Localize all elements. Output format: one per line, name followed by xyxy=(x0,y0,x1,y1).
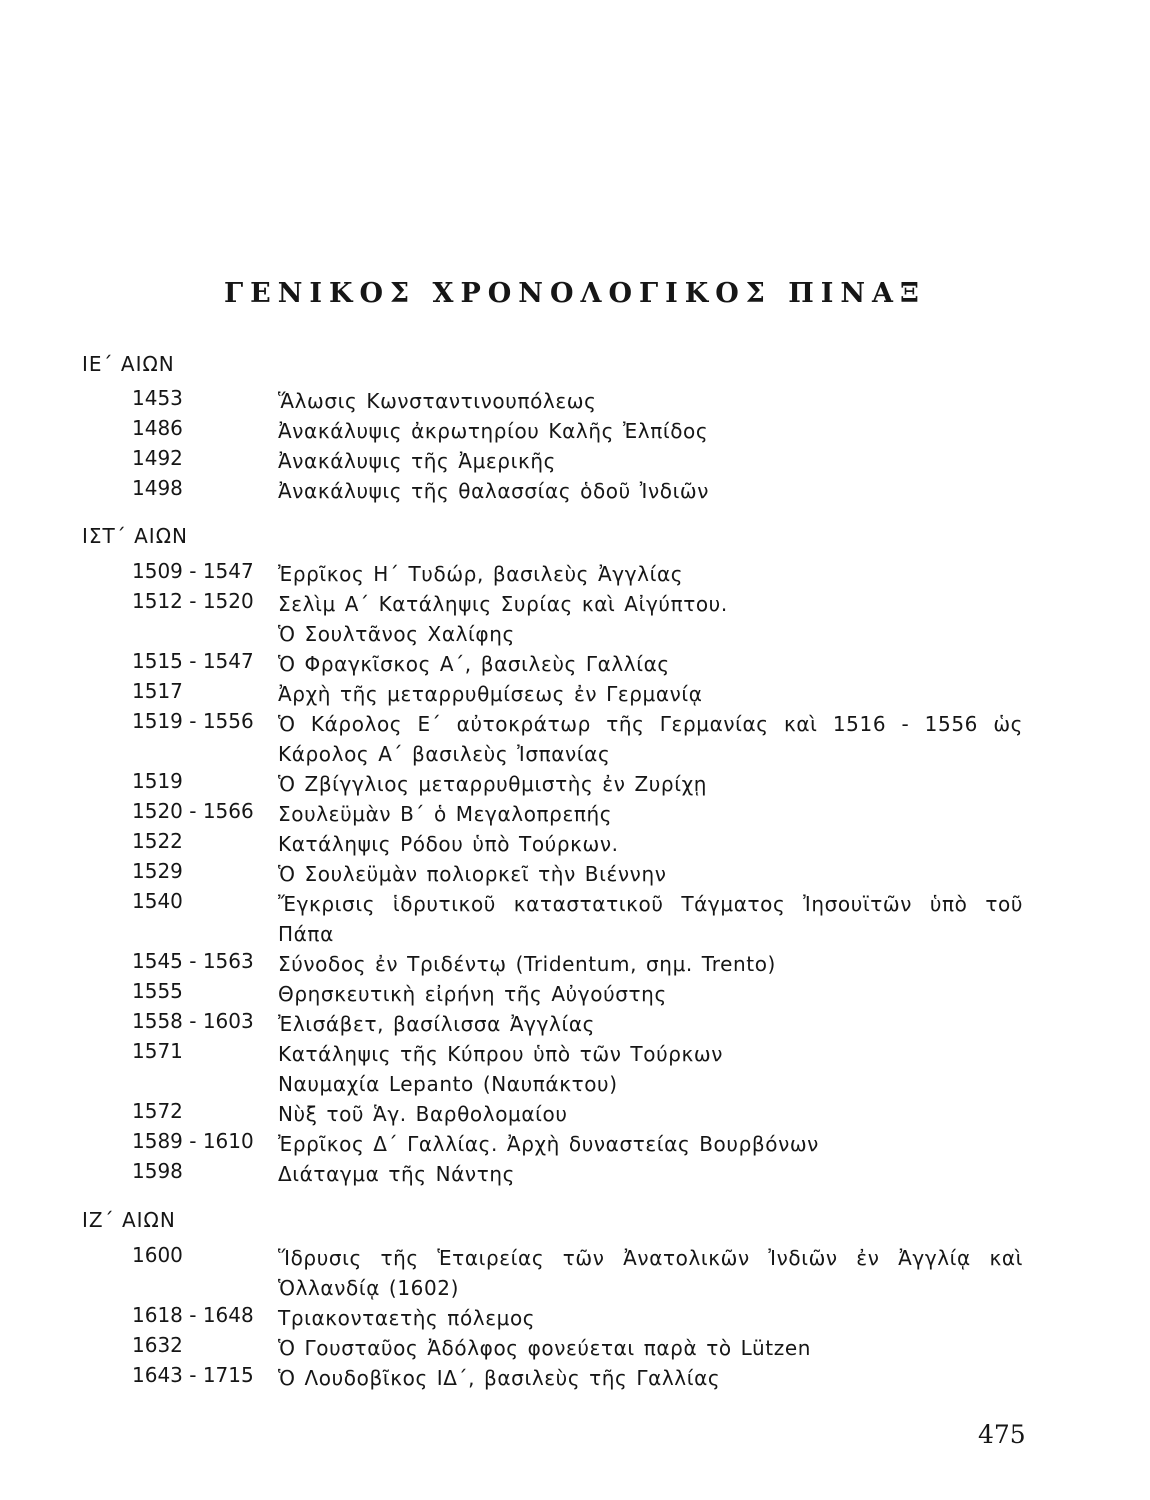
entry-text: Νὺξ τοῦ Ἁγ. Βαρθολομαίου xyxy=(278,1102,568,1126)
entry-date: 1589 - 1610 xyxy=(132,1129,254,1153)
entry-date: 1545 - 1563 xyxy=(132,949,254,973)
entry-date: 1519 - 1556 xyxy=(132,709,254,733)
entry-date: 1492 xyxy=(132,446,183,470)
entry-text: Ὁ Φραγκῖσκος Α΄, βασιλεὺς Γαλλίας xyxy=(278,652,670,676)
entry-date: 1486 xyxy=(132,416,183,440)
entry-text: Ἀνακάλυψις ἀκρωτηρίου Καλῆς Ἐλπίδος xyxy=(278,419,709,443)
page-number: 475 xyxy=(978,1420,1026,1449)
entry-text: Ναυμαχία Lepanto (Ναυπάκτου) xyxy=(278,1072,618,1096)
entry-date: 1515 - 1547 xyxy=(132,649,254,673)
century-heading: ΙΖ΄ ΑΙΩΝ xyxy=(82,1208,176,1232)
entry-date: 1453 xyxy=(132,386,183,410)
entry-text: Ὁ Ζβίγγλιος μεταρρυθμιστὴς ἐν Ζυρίχῃ xyxy=(278,772,708,796)
entry-date: 1598 xyxy=(132,1159,183,1183)
entry-date: 1632 xyxy=(132,1333,183,1357)
entry-text: Ἔγκρισις ἱδρυτικοῦ καταστατικοῦ Τάγματος Ἰησουϊτῶν ὑπὸ τοῦ Πάπα xyxy=(278,892,1023,946)
entry-text: Ἵδρυσις τῆς Ἑταιρείας τῶν Ἀνατολικῶν Ἰνδιῶν ἐν Ἀγγλίᾳ καὶ Ὁλλανδίᾳ (1602) xyxy=(278,1246,1023,1300)
century-heading: ΙΕ΄ ΑΙΩΝ xyxy=(82,352,175,376)
entry-date: 1529 xyxy=(132,859,183,883)
entry-text: Ἀνακάλυψις τῆς θαλασσίας ὁδοῦ Ἰνδιῶν xyxy=(278,479,710,503)
entry-text: Διάταγμα τῆς Νάντης xyxy=(278,1162,515,1186)
entry-text: Σύνοδος ἐν Τριδέντῳ (Tridentum, σημ. Trento) xyxy=(278,952,776,976)
entry-text: Κατάληψις τῆς Κύπρου ὑπὸ τῶν Τούρκων xyxy=(278,1042,724,1066)
entry-text: Ὁ Κάρολος Ε΄ αὐτοκράτωρ τῆς Γερμανίας καὶ 1516 - 1556 ὡς Κάρολος Α΄ βασιλεὺς Ἰσπανίας xyxy=(278,712,1023,766)
entry-text: Ἐλισάβετ, βασίλισσα Ἀγγλίας xyxy=(278,1012,595,1036)
entry-text: Ἐρρῖκος Δ΄ Γαλλίας. Ἀρχὴ δυναστείας Βουρβόνων xyxy=(278,1132,819,1156)
timeline-entry xyxy=(0,889,1150,949)
entry-date: 1509 - 1547 xyxy=(132,559,254,583)
entry-date: 1522 xyxy=(132,829,183,853)
entry-text: Σελὶμ Α΄ Κατάληψις Συρίας καὶ Αἰγύπτου. xyxy=(278,592,728,616)
entry-date: 1572 xyxy=(132,1099,183,1123)
entry-text: Κατάληψις Ρόδου ὑπὸ Τούρκων. xyxy=(278,832,619,856)
entry-text: Ὁ Γουσταῦος Ἀδόλφος φονεύεται παρὰ τὸ Lützen xyxy=(278,1336,812,1360)
entry-date: 1519 xyxy=(132,769,183,793)
entry-date: 1540 xyxy=(132,889,183,913)
entry-text: Τριακονταετὴς πόλεμος xyxy=(278,1306,536,1330)
entry-date: 1558 - 1603 xyxy=(132,1009,254,1033)
entry-date: 1498 xyxy=(132,476,183,500)
entry-date: 1520 - 1566 xyxy=(132,799,254,823)
entry-date: 1643 - 1715 xyxy=(132,1363,254,1387)
page-title: ΓΕΝΙΚΟΣ ΧΡΟΝΟΛΟΓΙΚΟΣ ΠΙΝΑΞ xyxy=(223,278,926,309)
entry-date: 1555 xyxy=(132,979,183,1003)
timeline-entry xyxy=(0,709,1150,769)
entry-date: 1600 xyxy=(132,1243,183,1267)
entry-text: Ἐρρῖκος Η΄ Τυδώρ, βασιλεὺς Ἀγγλίας xyxy=(278,562,684,586)
entry-text: Θρησκευτικὴ εἰρήνη τῆς Αὐγούστης xyxy=(278,982,667,1006)
timeline-entry xyxy=(0,1363,1150,1423)
entry-date: 1517 xyxy=(132,679,183,703)
entry-date: 1618 - 1648 xyxy=(132,1303,254,1327)
entry-text: Ὁ Σουλεϋμὰν πολιορκεῖ τὴν Βιέννην xyxy=(278,862,667,886)
entry-text: Σουλεϋμὰν Β΄ ὁ Μεγαλοπρεπής xyxy=(278,802,613,826)
entry-date: 1571 xyxy=(132,1039,183,1063)
entry-date: 1512 - 1520 xyxy=(132,589,254,613)
timeline-entry xyxy=(0,1243,1150,1303)
century-heading: ΙΣΤ΄ ΑΙΩΝ xyxy=(82,524,188,548)
entry-text: Ἅλωσις Κωνσταντινουπόλεως xyxy=(278,389,597,413)
entry-text: Ὁ Λουδοβῖκος ΙΔ΄, βασιλεὺς τῆς Γαλλίας xyxy=(278,1366,721,1390)
entry-text: Ὁ Σουλτᾶνος Χαλίφης xyxy=(278,622,515,646)
entry-text: Ἀνακάλυψις τῆς Ἀμερικῆς xyxy=(278,449,556,473)
entry-text: Ἀρχὴ τῆς μεταρρυθμίσεως ἐν Γερμανίᾳ xyxy=(278,682,703,706)
